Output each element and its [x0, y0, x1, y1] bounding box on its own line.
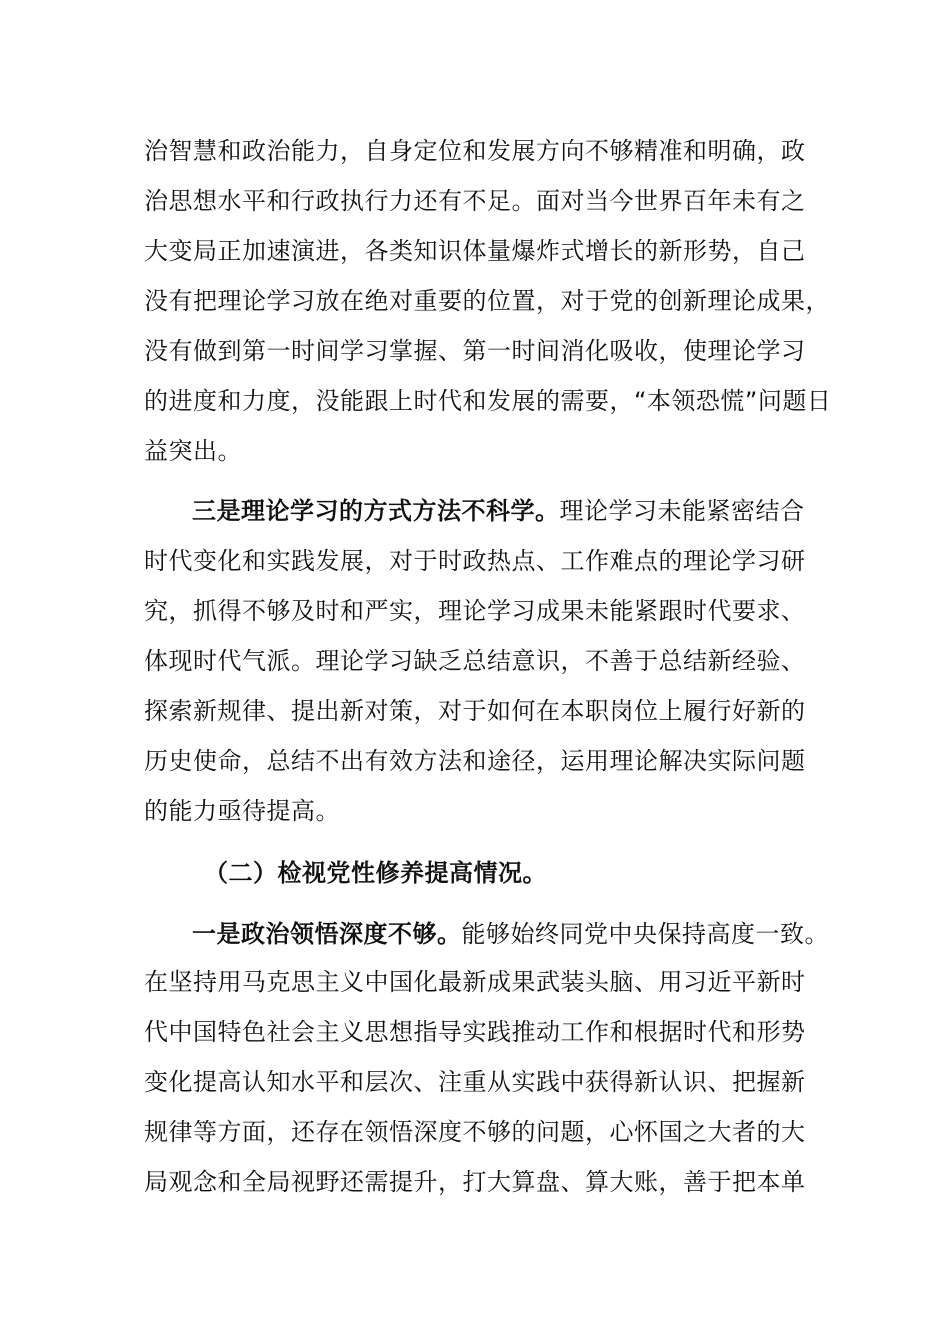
- paragraph-text: 能够始终同党中央保持高度一致。: [461, 920, 829, 948]
- section-heading: （二）检视党性修养提高情况。: [204, 859, 547, 887]
- paragraph-first-line: [192, 914, 882, 954]
- paragraph-text: 理论学习未能紧密结合: [559, 497, 805, 525]
- paragraph-line: 规律等方面，还存在领悟深度不够的问题，心怀国之大者的大: [144, 1118, 806, 1146]
- paragraph-line: 大变局正加速演进，各类知识体量爆炸式增长的新形势，自己: [144, 237, 806, 265]
- paragraph-line: 究，抓得不够及时和严实，理论学习成果未能紧跟时代要求、: [144, 597, 806, 625]
- paragraph-lead-heading: 三是理论学习的方式方法不科学。: [192, 497, 560, 525]
- paragraph-line: 代中国特色社会主义思想指导实践推动工作和根据时代和形势: [144, 1018, 806, 1046]
- paragraph-first-line: [192, 491, 882, 531]
- paragraph-line: 没有把理论学习放在绝对重要的位置，对于党的创新理论成果，: [144, 287, 830, 315]
- paragraph-line: 治思想水平和行政执行力还有不足。面对当今世界百年未有之: [144, 187, 806, 215]
- paragraph-lead-heading: 一是政治领悟深度不够。: [192, 920, 462, 948]
- paragraph-line: 体现时代气派。理论学习缺乏总结意识，不善于总结新经验、: [144, 647, 806, 675]
- paragraph-line: 没有做到第一时间学习掌握、第一时间消化吸收，使理论学习: [144, 337, 806, 365]
- paragraph-line: 历史使命，总结不出有效方法和途径，运用理论解决实际问题: [144, 747, 806, 775]
- paragraph-line: 益突出。: [144, 437, 242, 465]
- paragraph-line: 时代变化和实践发展，对于时政热点、工作难点的理论学习研: [144, 547, 806, 575]
- paragraph-line: 治智慧和政治能力，自身定位和发展方向不够精准和明确，政: [144, 137, 806, 165]
- paragraph-line: 探索新规律、提出新对策，对于如何在本职岗位上履行好新的: [144, 697, 806, 725]
- paragraph-line: 的进度和力度，没能跟上时代和发展的需要，“本领恐慌”问题日: [144, 387, 832, 415]
- paragraph-line: 的能力亟待提高。: [144, 797, 340, 825]
- paragraph-line: 在坚持用马克思主义中国化最新成果武装头脑、用习近平新时: [144, 968, 806, 996]
- paragraph-line: 局观念和全局视野还需提升，打大算盘、算大账，善于把本单: [144, 1168, 806, 1196]
- paragraph-line: 变化提高认知水平和层次、注重从实践中获得新认识、把握新: [144, 1068, 806, 1096]
